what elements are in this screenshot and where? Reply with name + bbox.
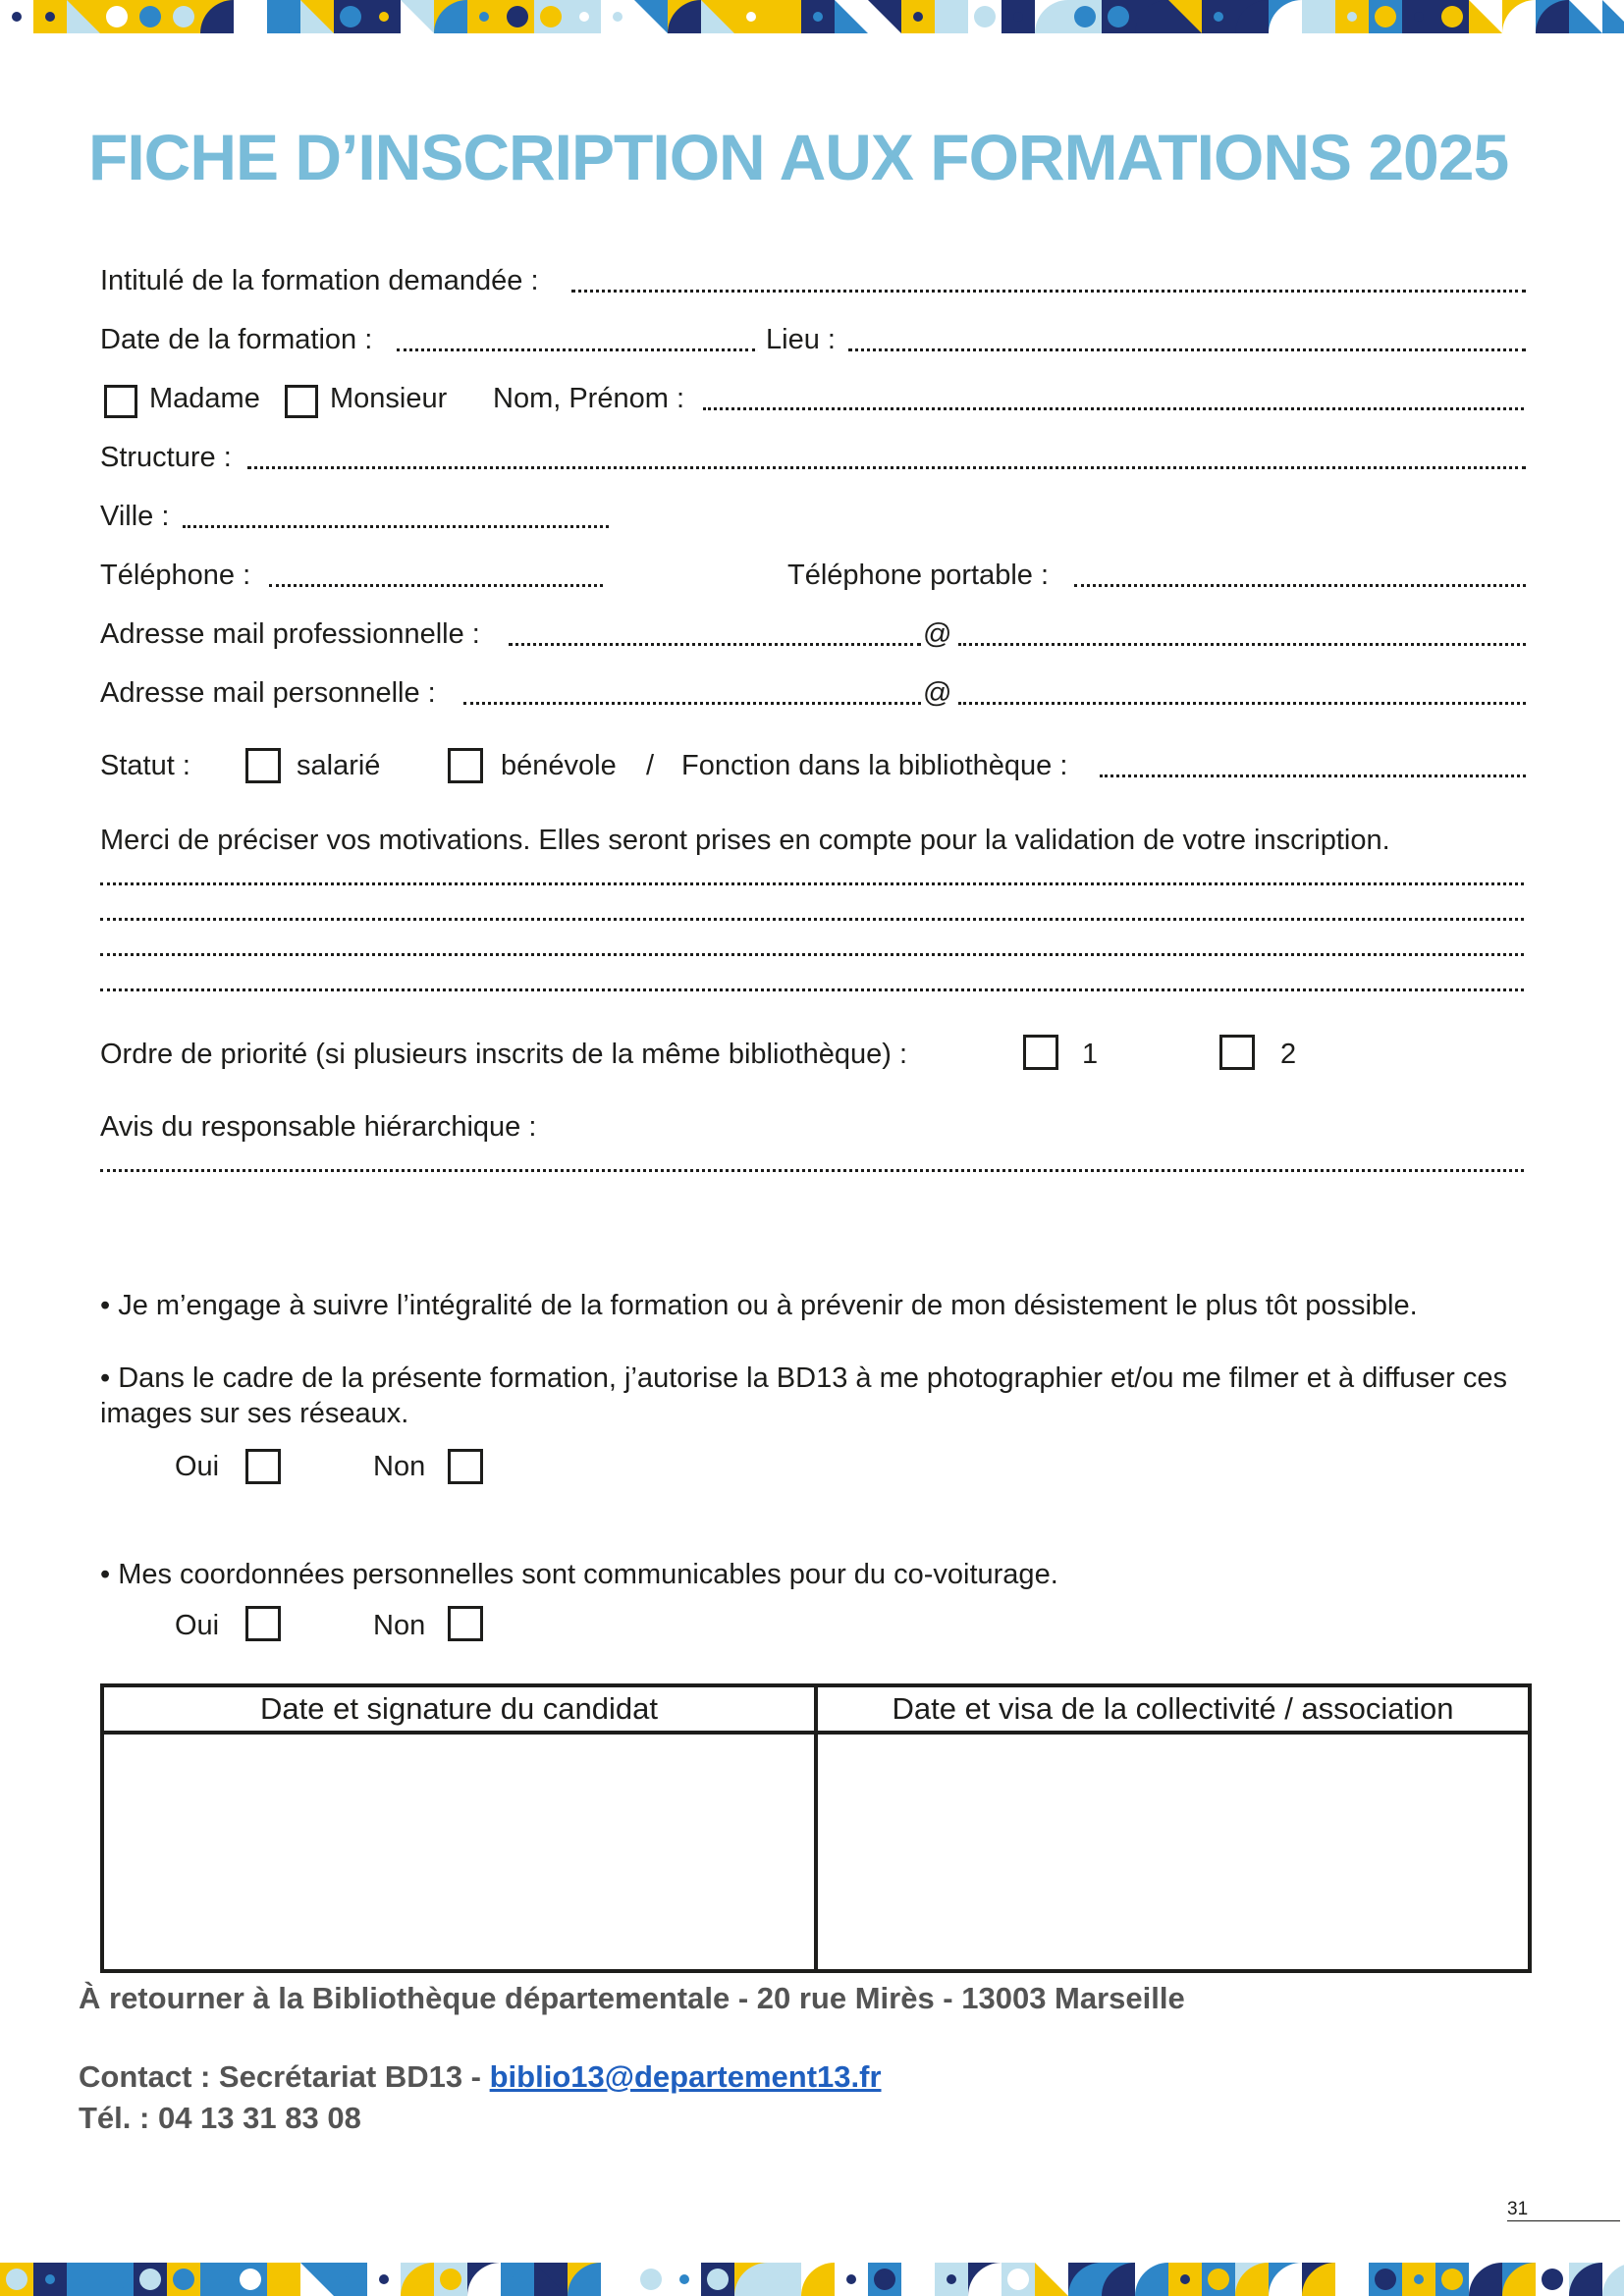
motivations-line-4: [100, 960, 1526, 999]
mail-pro-at: @: [923, 618, 952, 650]
monsieur-label: Monsieur: [330, 383, 448, 414]
avis-label: Avis du responsable hiérarchique :: [100, 1111, 537, 1143]
salarie-checkbox[interactable]: [245, 748, 281, 783]
civility-row: [100, 379, 1526, 418]
photo-oui-checkbox[interactable]: [245, 1449, 281, 1484]
covoiturage-oui-checkbox[interactable]: [245, 1606, 281, 1641]
contact-email-link[interactable]: biblio13@departement13.fr: [489, 2059, 882, 2094]
photo-non-checkbox[interactable]: [448, 1449, 483, 1484]
covoiturage-text: • Mes coordonnées personnelles sont communicables pour du co-voiturage.: [100, 1559, 1058, 1590]
formation-input[interactable]: [571, 290, 1526, 293]
telephone-input[interactable]: [269, 584, 603, 587]
portable-input[interactable]: [1074, 584, 1526, 587]
lieu-input[interactable]: [848, 348, 1526, 351]
priorite-1-label: 1: [1082, 1039, 1099, 1070]
ville-row: [100, 497, 1526, 536]
mail-perso-row: [100, 673, 1526, 713]
decorative-band-bottom: [0, 2263, 1624, 2296]
mail-pro-domain-input[interactable]: [958, 643, 1526, 646]
motivations-input-3[interactable]: [100, 953, 1524, 956]
priorite-row: [100, 1035, 1526, 1074]
covoiturage-non-checkbox[interactable]: [448, 1606, 483, 1641]
nom-input[interactable]: [703, 407, 1524, 410]
contact-phone: Tél. : 04 13 31 83 08: [79, 2101, 361, 2135]
priorite-1-checkbox[interactable]: [1023, 1035, 1058, 1070]
structure-row: [100, 438, 1526, 477]
priorite-label: Ordre de priorité (si plusieurs inscrits de la même bibliothèque) :: [100, 1039, 908, 1070]
decorative-band-top: [0, 0, 1624, 33]
mail-pro-row: [100, 614, 1526, 654]
motivations-label: Merci de préciser vos motivations. Elles seront prises en compte pour la validation de votre inscription.: [100, 825, 1390, 856]
formation-label: Intitulé de la formation demandée :: [100, 265, 539, 296]
signature-cell-candidat[interactable]: [102, 1733, 816, 1971]
avis-line: [100, 1141, 1526, 1180]
telephone-label: Téléphone :: [100, 560, 251, 591]
mail-pro-user-input[interactable]: [509, 643, 921, 646]
ville-label: Ville :: [100, 501, 170, 532]
portable-label: Téléphone portable :: [787, 560, 1050, 591]
mail-perso-at: @: [923, 677, 952, 709]
telephone-row: [100, 556, 1526, 595]
fonction-input[interactable]: [1100, 774, 1526, 777]
engagement-text: • Je m’engage à suivre l’intégralité de la formation ou à prévenir de mon désistement le plus tôt possible.: [100, 1290, 1418, 1321]
photo-consent-text: • Dans le cadre de la présente formation, j’autorise la BD13 à me photographier et/ou me filmer et à diffuser ces images sur ses réseaux.: [100, 1362, 1507, 1429]
fonction-label: Fonction dans la bibliothèque :: [681, 750, 1068, 781]
date-input[interactable]: [397, 348, 755, 351]
benevole-checkbox[interactable]: [448, 748, 483, 783]
covoiturage-non-label: Non: [373, 1610, 426, 1641]
salarie-label: salarié: [297, 750, 381, 781]
nom-label: Nom, Prénom :: [493, 383, 684, 414]
motivations-line-1: [100, 854, 1526, 893]
contact-line: [79, 2059, 882, 2095]
statut-label: Statut :: [100, 750, 190, 781]
statut-row: [100, 746, 1526, 785]
monsieur-checkbox[interactable]: [285, 385, 318, 418]
covoiturage-options: [100, 1606, 1526, 1645]
mail-perso-user-input[interactable]: [463, 702, 921, 705]
page-number-rule: [1507, 2220, 1620, 2221]
signature-cell-collectivite[interactable]: [816, 1733, 1530, 1971]
priorite-2-label: 2: [1280, 1039, 1297, 1070]
ville-input[interactable]: [183, 525, 609, 528]
motivations-line-3: [100, 925, 1526, 964]
mail-pro-label: Adresse mail professionnelle :: [100, 618, 480, 650]
date-row: [100, 320, 1526, 359]
covoiturage-oui-label: Oui: [175, 1610, 220, 1641]
date-label: Date de la formation :: [100, 324, 373, 355]
madame-label: Madame: [149, 383, 260, 414]
page-title: FICHE D’INSCRIPTION AUX FORMATIONS 2025: [88, 121, 1509, 193]
structure-label: Structure :: [100, 442, 232, 473]
statut-separator: /: [646, 750, 655, 781]
formation-row: [100, 261, 1526, 300]
motivations-line-2: [100, 889, 1526, 929]
madame-checkbox[interactable]: [104, 385, 137, 418]
motivations-input-1[interactable]: [100, 882, 1524, 885]
avis-input[interactable]: [100, 1169, 1524, 1172]
photo-oui-label: Oui: [175, 1451, 220, 1482]
photo-non-label: Non: [373, 1451, 426, 1482]
motivations-input-4[interactable]: [100, 988, 1524, 991]
signature-header-candidat: Date et signature du candidat: [102, 1685, 816, 1733]
page-number: 31: [1507, 2199, 1529, 2219]
lieu-label: Lieu :: [766, 324, 836, 355]
photo-consent-options: [100, 1447, 1526, 1486]
priorite-2-checkbox[interactable]: [1219, 1035, 1255, 1070]
benevole-label: bénévole: [501, 750, 617, 781]
contact-label: Contact : Secrétariat BD13 -: [79, 2059, 490, 2094]
signature-table: [100, 1683, 1532, 1973]
motivations-input-2[interactable]: [100, 918, 1524, 921]
mail-perso-label: Adresse mail personnelle :: [100, 677, 436, 709]
structure-input[interactable]: [247, 466, 1526, 469]
mail-perso-domain-input[interactable]: [958, 702, 1526, 705]
signature-header-collectivite: Date et visa de la collectivité / association: [816, 1685, 1530, 1733]
return-address: À retourner à la Bibliothèque départementale - 20 rue Mirès - 13003 Marseille: [79, 1981, 1185, 2015]
